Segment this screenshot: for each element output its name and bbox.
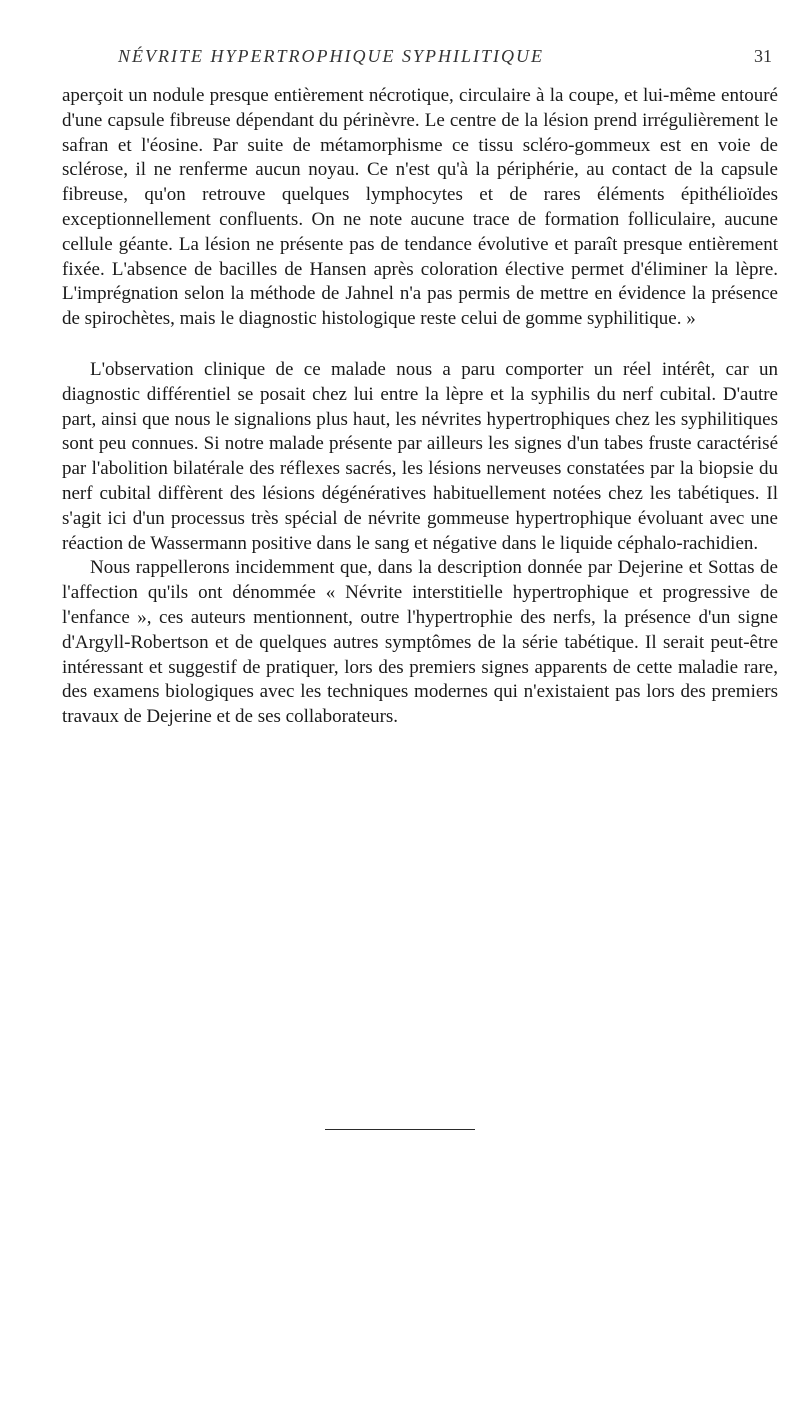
paragraph-dejerine-sottas: Nous rappellerons incidemment que, dans la description donnée par Dejerine et Sottas de l'affection qu'ils ont dénommée « Névrite interstitielle hypertrophique et progressive de l'enfance », ces auteurs mentionnent, outre l'hypertrophie des nerfs, la présence d'un signe d'Argyll-Robertson et de quelques autres symptômes de la série tabétique. Il serait peut-être intéressant et suggestif de pratiquer, lors des premiers signes apparents de cette maladie rare, des examens biologiques avec les techniques modernes qui n'existaient pas lors des premiers travaux de Dejerine et de ses collaborateurs. (62, 557, 778, 728)
page-header (0, 46, 800, 76)
body-text (62, 84, 778, 730)
page-number: 31 (754, 46, 772, 66)
section-end-rule (325, 1129, 475, 1130)
running-head: NÉVRITE HYPERTROPHIQUE SYPHILITIQUE (118, 46, 544, 66)
paragraph-clinical-observation: L'observation clinique de ce malade nous a paru comporter un réel intérêt, car un diagnostic différentiel se posait chez lui entre la lèpre et la syphilis du nerf cubital. D'autre part, ainsi que nous le signalions plus haut, les névrites hypertrophiques chez les syphilitiques sont peu connues. Si notre malade présente par ailleurs les signes d'un tabes fruste caractérisé par l'abolition bilatérale des réflexes sacrés, les lésions nerveuses constatées par la biopsie du nerf cubital diffèrent des lésions dégénératives habituellement notées chez les tabétiques. Il s'agit ici d'un processus très spécial de névrite gommeuse hypertrophique évoluant avec une réaction de Wassermann positive dans le sang et négative dans le liquide céphalo-rachidien. (62, 358, 778, 554)
paragraph-continuation: aperçoit un nodule presque entièrement nécrotique, circulaire à la coupe, et lui-même entouré d'une capsule fibreuse dépendant du périnèvre. Le centre de la lésion prend irrégulièrement le safran et l'éosine. Par suite de métamorphisme ce tissu scléro-gommeux est en voie de sclérose, il ne renferme aucun noyau. Ce n'est qu'à la périphérie, au contact de la capsule fibreuse, qu'on retrouve quelques lymphocytes et de rares éléments épithélioïdes exceptionnellement confluents. On ne note aucune trace de formation folliculaire, aucune cellule géante. La lésion ne présente pas de tendance évolutive et paraît presque entièrement fixée. L'absence de bacilles de Hansen après coloration élective permet d'éliminer la lèpre. L'imprégnation selon la méthode de Jahnel n'a pas permis de mettre en évidence la présence de spirochètes, mais le diagnostic histologique reste celui de gomme syphilitique. » (62, 85, 778, 330)
